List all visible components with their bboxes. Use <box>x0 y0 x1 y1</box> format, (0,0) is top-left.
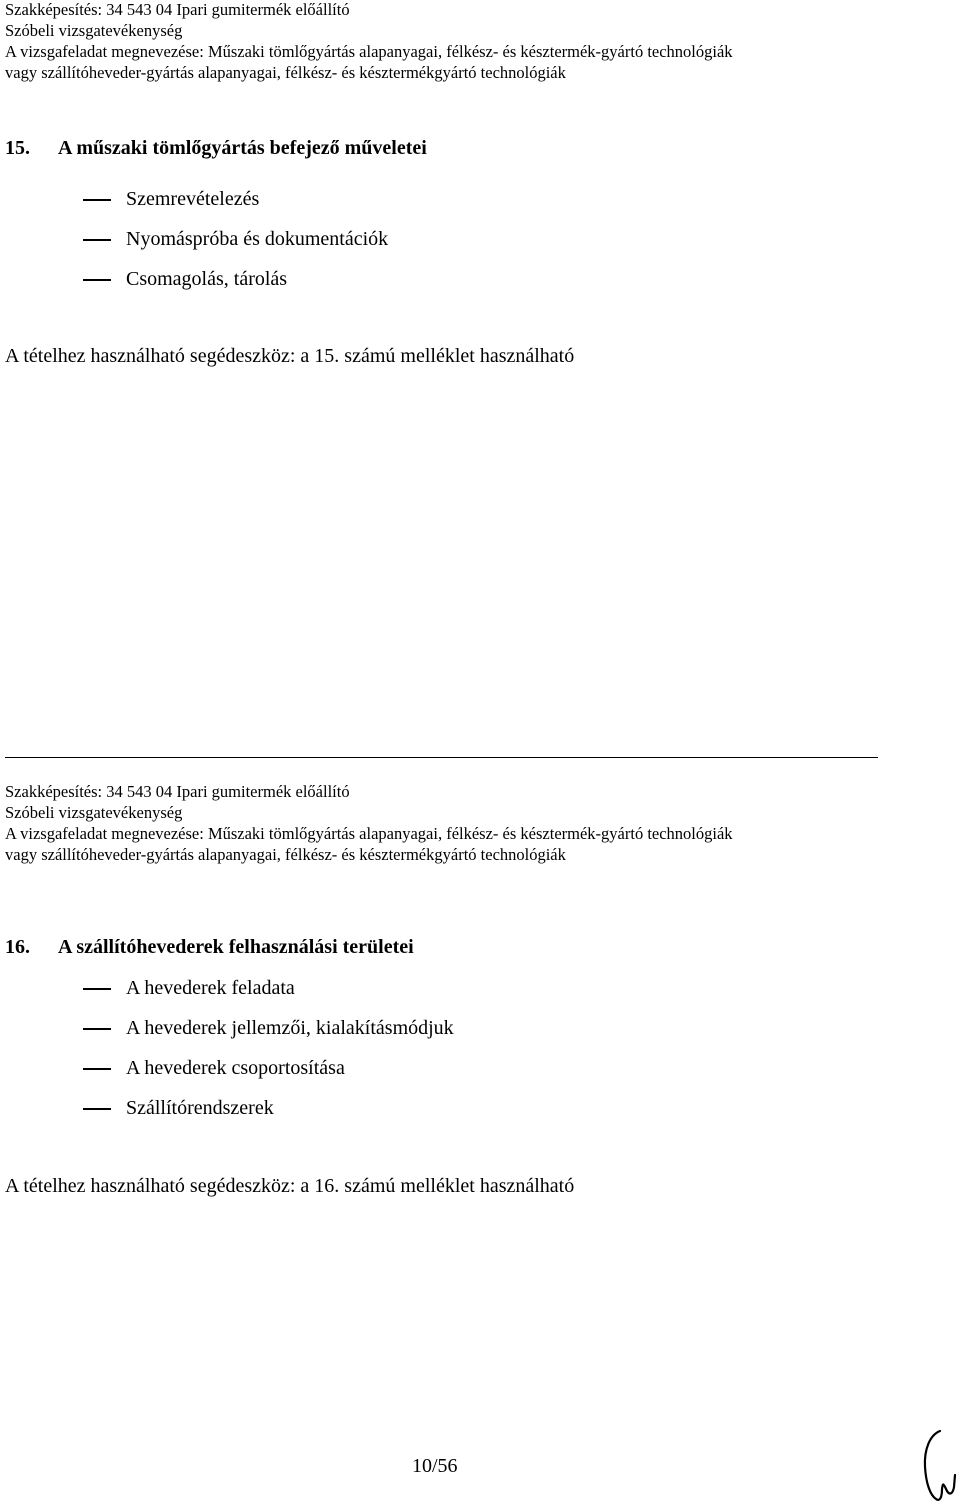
list-item-text: A hevederek jellemzői, kialakításmódjuk <box>126 1017 454 1039</box>
header-qualification: Szakképesítés: 34 543 04 Ipari gumitermék előállító <box>5 782 350 801</box>
list-item-text: A hevederek csoportosítása <box>126 1057 345 1079</box>
topic-item-list <box>83 975 454 1135</box>
topic-number: 15. <box>5 137 30 159</box>
topic-item-list <box>83 186 388 306</box>
list-item <box>83 266 388 306</box>
header-separator-line <box>5 757 878 758</box>
header-task-name-cont: vagy szállítóheveder-gyártás alapanyagai, félkész- és késztermékgyártó technológiák <box>5 63 566 82</box>
header-task-name: A vizsgafeladat megnevezése: Műszaki tömlőgyártás alapanyagai, félkész- és késztermék-gyártó technológiák <box>5 42 733 61</box>
signature-icon <box>918 1425 958 1503</box>
header-exam-type: Szóbeli vizsgatevékenység <box>5 803 183 822</box>
topic-heading <box>5 137 427 160</box>
list-item <box>83 1055 454 1095</box>
document-header <box>5 0 733 84</box>
list-item <box>83 1015 454 1055</box>
topic-title: A szállítóhevederek felhasználási területei <box>58 936 414 958</box>
tool-note: A tételhez használható segédeszköz: a 16. számú melléklet használható <box>5 1175 575 1197</box>
dash-bullet-icon <box>83 1068 111 1070</box>
header-qualification: Szakképesítés: 34 543 04 Ipari gumitermék előállító <box>5 0 350 19</box>
list-item-text: Csomagolás, tárolás <box>126 268 288 290</box>
header-task-name: A vizsgafeladat megnevezése: Műszaki tömlőgyártás alapanyagai, félkész- és késztermék-gyártó technológiák <box>5 824 733 843</box>
header-exam-type: Szóbeli vizsgatevékenység <box>5 21 183 40</box>
list-item-text: Nyomáspróba és dokumentációk <box>126 228 389 250</box>
topic-number: 16. <box>5 936 30 958</box>
list-item <box>83 975 454 1015</box>
dash-bullet-icon <box>83 199 111 201</box>
topic-heading <box>5 936 414 959</box>
page-number: 10/56 <box>412 1455 458 1477</box>
list-item <box>83 186 388 226</box>
document-header <box>5 782 733 866</box>
list-item-text: Szállítórendszerek <box>126 1097 274 1119</box>
tool-note: A tételhez használható segédeszköz: a 15. számú melléklet használható <box>5 345 575 367</box>
dash-bullet-icon <box>83 1108 111 1110</box>
dash-bullet-icon <box>83 1028 111 1030</box>
list-item <box>83 1095 454 1135</box>
dash-bullet-icon <box>83 988 111 990</box>
dash-bullet-icon <box>83 279 111 281</box>
topic-title: A műszaki tömlőgyártás befejező műveletei <box>58 137 427 159</box>
dash-bullet-icon <box>83 239 111 241</box>
header-task-name-cont: vagy szállítóheveder-gyártás alapanyagai, félkész- és késztermékgyártó technológiák <box>5 845 566 864</box>
list-item-text: A hevederek feladata <box>126 977 295 999</box>
list-item <box>83 226 388 266</box>
list-item-text: Szemrevételezés <box>126 188 260 210</box>
